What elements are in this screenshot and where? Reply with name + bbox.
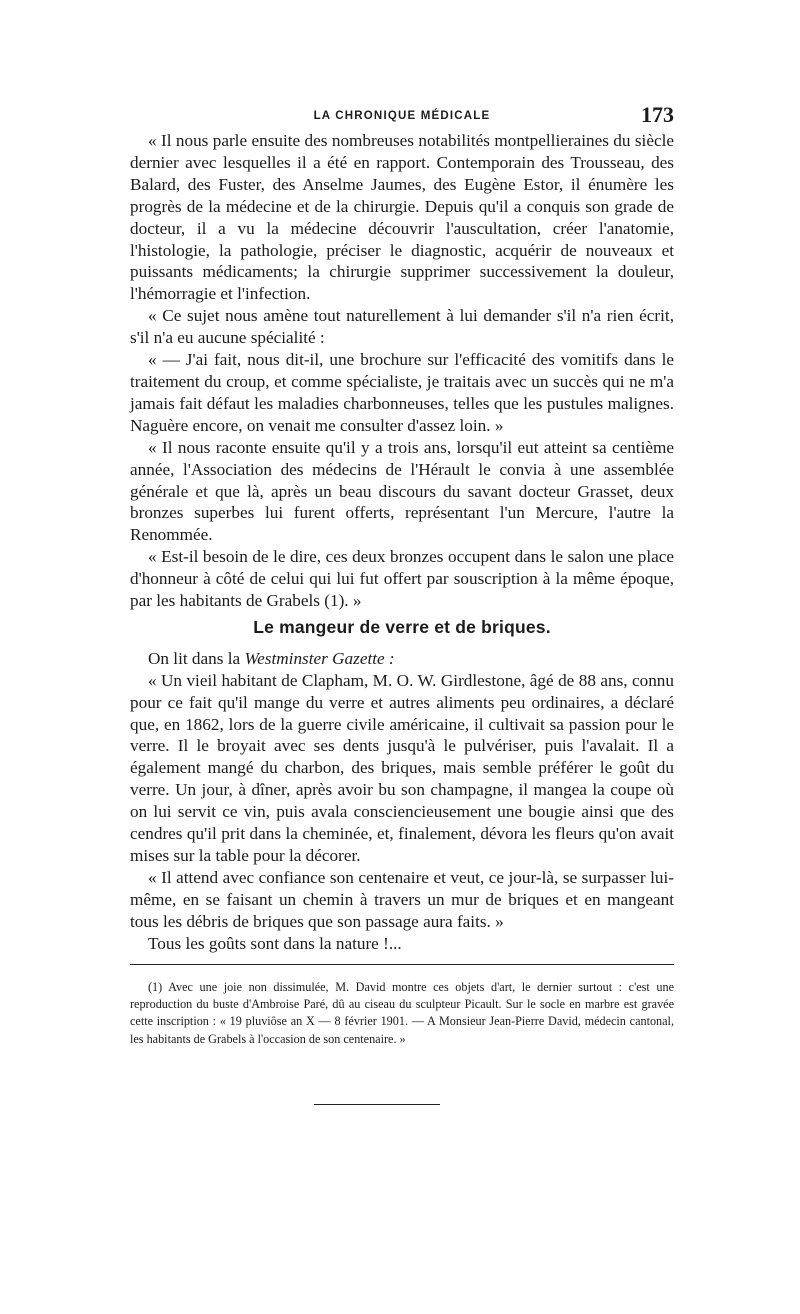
paragraph: « Il nous raconte ensuite qu'il y a trois ans, lorsqu'il eut atteint sa centième année, l'Association des médecins de l'Hérault le convia à une assemblée générale et que là, après un beau discours du savant docteur Grasset, deux bronzes superbes lui furent offerts, représentant l'un Mercure, l'autre la Renommée. (130, 437, 674, 545)
paragraph: « Un vieil habitant de Clapham, M. O. W. Girdlestone, âgé de 88 ans, connu pour ce fait qu'il mange du verre et autres aliments peu ordinaires, a déclaré que, en 1862, lors de la guerre civile américaine, il cultivait sa passion pour le verre. Il le broyait avec ses dents jusqu'à le pulvériser, puis l'avalait. Il a également mangé du charbon, des briques, mais semble préférer le goût du verre. Un jour, à dîner, après avoir bu son champagne, il mangea la coupe où on lui servit ce vin, puis avala consciencieusement une bougie ainsi que des cendres qu'il prit dans la cheminée, et, finalement, dévora les fleurs qu'on avait mises sur la table pour la décorer. (130, 670, 674, 865)
paragraph: « Il attend avec confiance son centenaire et veut, ce jour-là, se surpasser lui-même, en se faisant un chemin à travers un mur de briques et en mangeant tous les débris de briques que son passage aura faits. » (130, 867, 674, 931)
running-title: LA CHRONIQUE MÉDICALE (313, 110, 491, 122)
paragraph: « Ce sujet nous amène tout naturellement à lui demander s'il n'a rien écrit, s'il n'a eu aucune spécialité : (130, 306, 674, 348)
page-number: 173 (641, 102, 674, 127)
source-title: Westminster Gazette : (244, 648, 395, 668)
running-header (130, 100, 674, 130)
section-heading: Le mangeur de verre et de briques. (253, 616, 551, 637)
paragraph: « Il nous parle ensuite des nombreuses notabilités montpellieraines du siècle dernier avec lesquelles il a été en rapport. Contemporain des Trousseau, des Balard, des Fuster, des Anselme Jaumes, des Eugène Estor, il énumère les progrès de la médecine et de la chirurgie. Depuis qu'il a conquis son grade de docteur, il a vu la médecine découvrir l'auscultation, créer l'anatomie, l'histologie, la pathologie, préciser le diagnostic, acquérir de nouveaux et puissants médicaments; la chirurgie supprimer successivement la douleur, l'hémorragie et l'infection. (130, 131, 674, 304)
intro-prefix: On lit dans la (148, 648, 245, 668)
end-rule (314, 1104, 440, 1105)
paragraph: « — J'ai fait, nous dit-il, une brochure sur l'efficacité des vomitifs dans le traitement du croup, et comme spécialiste, je traitais avec un succès qui ne m'a jamais fait défaut les maladies charbonneuses, telles que les pustules malignes. Naguère encore, on venait me consulter d'assez loin. » (130, 350, 674, 435)
footnote-text: (1) Avec une joie non dissimulée, M. David montre ces objets d'art, le dernier surtout : c'est une reproduction du buste d'Ambroise Paré, dû au ciseau du sculpteur Picault. Sur le socle en marbre est gravée cette inscription : « 19 pluviôse an X — 8 février 1901. — A Monsieur Jean-Pierre David, médecin cantonal, les habitants de Grabels à l'occasion de son centenaire. » (130, 979, 674, 1046)
footnote-divider (130, 964, 674, 965)
closing-line: Tous les goûts sont dans la nature !... (148, 933, 402, 953)
paragraph: « Est-il besoin de le dire, ces deux bronzes occupent dans le salon une place d'honneur à côté de celui qui lui fut offert par souscription à la même époque, par les habitants de Grabels (1). » (130, 547, 674, 611)
footnote (130, 979, 674, 1049)
article-body (130, 130, 674, 955)
section-intro (130, 648, 674, 670)
page (130, 100, 674, 1048)
